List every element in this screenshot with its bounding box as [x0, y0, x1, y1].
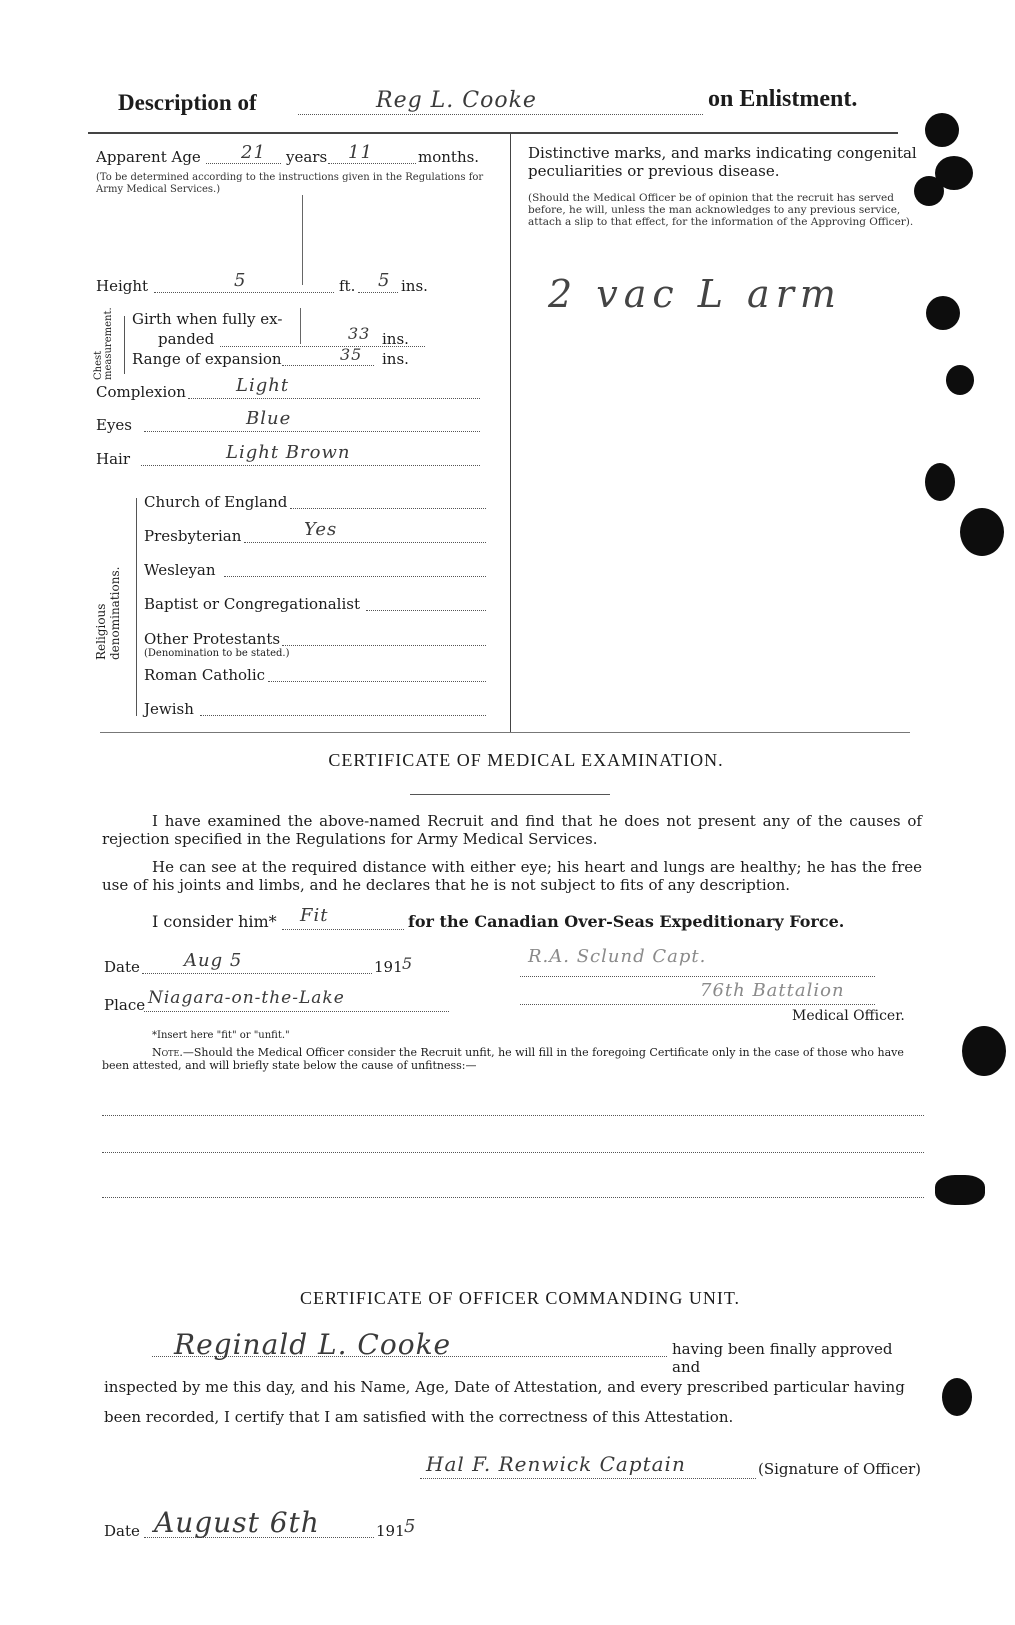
punch-hole — [946, 365, 974, 395]
religion-wesleyan — [144, 561, 494, 583]
age-years-value: 21 — [241, 142, 266, 163]
medical-place-value: Niagara-on-the-Lake — [148, 988, 345, 1008]
complexion-label: Complexion — [96, 383, 186, 401]
chest-value-bracket — [300, 308, 301, 344]
roman-catholic-label: Roman Catholic — [144, 666, 266, 684]
title-suffix: on Enlistment. — [708, 86, 858, 112]
months-label: months. — [418, 148, 480, 166]
officer-certificate-title: CERTIFICATE OF OFFICER COMMANDING UNIT. — [299, 1288, 741, 1308]
range-label: Range of expansion — [132, 350, 282, 368]
fitness-value: Fit — [300, 905, 329, 926]
church-of-england-label: Church of England — [144, 493, 288, 511]
note-label: Note. — [152, 1046, 183, 1059]
officer-signature: Hal F. Renwick Captain — [426, 1452, 686, 1476]
hair-label: Hair — [96, 450, 130, 468]
height-row — [96, 270, 496, 299]
officer-date-value: August 6th — [154, 1506, 320, 1539]
officer-signature-line — [420, 1478, 756, 1479]
medical-date-label: Date — [104, 958, 140, 976]
religion-church-of-england — [144, 493, 494, 515]
punch-hole — [935, 1175, 985, 1205]
medical-paragraph-2: He can see at the required distance with either eye; his heart and lungs are healthy; he has the free use of his joints and limbs, and he declares that he is not subject to fits of any description. — [102, 858, 922, 894]
officer-date-label: Date — [104, 1522, 140, 1540]
officer-text-2: inspected by me this day, and his Name, Age, Date of Attestation, and every prescribed particular having — [104, 1378, 905, 1396]
distinctive-marks-note: (Should the Medical Officer be of opinion that the recruit has served before, he will, unless the man acknowledges to any previous service, attach a slip to that effect, for the information of the Approving Officer). — [528, 192, 914, 228]
chest-bracket — [124, 316, 125, 374]
hair-value: Light Brown — [226, 442, 351, 463]
religion-jewish — [144, 700, 494, 722]
medical-officer-label: Medical Officer. — [792, 1008, 905, 1024]
officer-year-digit: 5 — [404, 1516, 417, 1537]
officer-text-1: having been finally approved and — [672, 1340, 893, 1376]
medical-signature-line-2 — [520, 1004, 875, 1005]
complexion-row — [96, 375, 496, 405]
girth-label-1: Girth when fully ex- — [132, 310, 283, 328]
medical-officer-signature: R.A. Sclund Capt. — [528, 946, 707, 967]
header-rule — [88, 132, 898, 134]
age-label: Apparent Age — [96, 148, 201, 166]
signature-of-officer-label: (Signature of Officer) — [758, 1460, 922, 1478]
ft-label: ft. — [339, 277, 356, 295]
years-label: years — [286, 148, 328, 166]
unfit-reason-line-2[interactable] — [102, 1152, 924, 1153]
medical-year-prefix: 191 — [374, 958, 403, 976]
punch-hole — [925, 113, 959, 147]
ins-label: ins. — [401, 277, 428, 295]
unfit-reason-line-1[interactable] — [102, 1115, 924, 1116]
insert-note: *Insert here "fit" or "unfit." — [152, 1030, 290, 1041]
age-bracket — [302, 195, 303, 285]
officer-name-row — [104, 1328, 924, 1376]
consider-row — [152, 905, 932, 934]
religion-bracket — [136, 498, 137, 716]
range-row — [132, 345, 492, 372]
girth-row — [132, 310, 492, 352]
section-rule — [100, 732, 910, 733]
column-divider — [510, 132, 511, 732]
medical-officer-unit: 76th Battalion — [700, 980, 845, 1001]
religion-baptist — [144, 595, 494, 617]
medical-paragraph-1: I have examined the above-named Recruit and find that he does not present any of the causes of rejection specified in the Regulations for Army Medical Services. — [102, 812, 922, 848]
chest-side-label: Chest measurement. — [93, 307, 114, 380]
officer-year-prefix: 191 — [376, 1522, 405, 1540]
medical-year-digit: 5 — [402, 954, 414, 973]
unfit-note — [102, 1046, 924, 1072]
unfit-reason-line-3[interactable] — [102, 1197, 924, 1198]
recruit-signature: Reginald L. Cooke — [174, 1328, 452, 1361]
recruit-name: Reg L. Cooke — [376, 88, 537, 113]
religion-presbyterian — [144, 519, 494, 549]
height-ft-value: 5 — [234, 270, 247, 291]
girth-label-2: panded — [158, 330, 215, 348]
other-protestants-label: Other Protestants — [144, 630, 281, 648]
medical-certificate-title: CERTIFICATE OF MEDICAL EXAMINATION. — [328, 750, 724, 770]
wesleyan-label: Wesleyan — [144, 561, 216, 579]
title-prefix: Description of — [118, 90, 257, 115]
presbyterian-value: Yes — [304, 519, 338, 540]
form-title — [118, 88, 898, 124]
eyes-row — [96, 408, 496, 438]
punch-hole — [960, 508, 1004, 556]
height-label: Height — [96, 277, 149, 295]
punch-hole — [942, 1378, 972, 1416]
baptist-label: Baptist or Congregationalist — [144, 595, 360, 613]
consider-suffix: for the Canadian Over-Seas Expeditionary Force. — [408, 912, 845, 931]
officer-text-3: been recorded, I certify that I am satisfied with the correctness of this Attestation. — [104, 1408, 734, 1426]
complexion-value: Light — [236, 375, 290, 396]
distinctive-marks-value: 2 vac L arm — [548, 272, 842, 316]
punch-hole — [925, 463, 955, 501]
range-value: 35 — [340, 345, 363, 364]
girth-unit: ins. — [382, 330, 409, 348]
presbyterian-label: Presbyterian — [144, 527, 242, 545]
age-months-value: 11 — [348, 142, 373, 163]
punch-hole — [962, 1026, 1006, 1076]
medical-place-row — [104, 988, 464, 1018]
officer-date-row — [104, 1506, 464, 1550]
age-note: (To be determined according to the instructions given in the Regulations for Army Medical Services.) — [96, 172, 484, 195]
medical-date-value: Aug 5 — [184, 950, 243, 971]
medical-place-label: Place — [104, 996, 146, 1014]
note-text: —Should the Medical Officer consider the Recruit unfit, he will fill in the foregoing Certificate only in the case of those who have been attested, and will briefly state below the cause of unfitness:— — [102, 1046, 904, 1072]
distinctive-marks-label: Distinctive marks, and marks indicating congenital peculiarities or previous disease. — [528, 144, 917, 180]
eyes-label: Eyes — [96, 416, 132, 434]
medical-title-underline — [410, 794, 610, 795]
medical-date-row — [104, 950, 464, 980]
girth-value: 33 — [348, 324, 371, 343]
medical-signature-line-1 — [520, 976, 875, 977]
jewish-label: Jewish — [144, 700, 194, 718]
religion-other-protestants — [144, 630, 494, 664]
punch-hole — [926, 296, 960, 330]
other-protestants-note: (Denomination to be stated.) — [144, 648, 290, 659]
religion-roman-catholic — [144, 666, 494, 688]
consider-prefix: I consider him* — [152, 912, 277, 931]
age-row — [96, 142, 496, 170]
range-unit: ins. — [382, 350, 409, 368]
religion-side-label: Religious denominations. — [94, 566, 122, 660]
hair-row — [96, 442, 496, 472]
eyes-value: Blue — [246, 408, 292, 429]
height-in-value: 5 — [378, 270, 391, 291]
